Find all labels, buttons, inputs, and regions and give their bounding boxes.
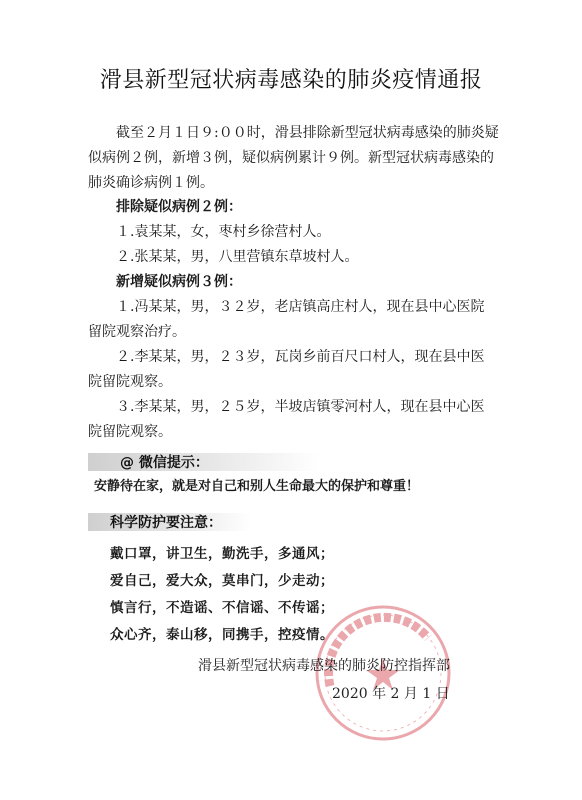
excluded-item-1: １.袁某某，女，枣村乡徐营村人。 — [116, 224, 331, 240]
signature-org: 滑县新型冠状病毒感染的肺炎防控指挥部 — [198, 658, 450, 674]
wechat-tip-label: @ 微信提示： — [120, 455, 209, 471]
excluded-item-2: ２.张某某，男，八里营镇东草坡村人。 — [116, 249, 359, 265]
intro-paragraph: 截至２月１日９:００时，滑县排除新型冠状病毒感染的肺炎疑似病例２例，新增３例，疑似病例累计９例。新型冠状病毒感染的肺炎确诊病例１例。 — [88, 125, 499, 191]
science-line-3: 慎言行，不造谣、不信谣、不传谣； — [110, 600, 334, 616]
signature-date: 2020 年 2 月 1 日 — [332, 686, 450, 702]
new-cases-heading: 新增疑似病例３例： — [116, 274, 242, 290]
science-label: 科学防护要注意： — [110, 515, 222, 531]
wechat-tip-text: 安静待在家，就是对自己和别人生命最大的保护和尊重！ — [94, 479, 420, 494]
science-line-4: 众心齐，泰山移，同携手，控疫情。 — [110, 627, 334, 643]
new-case-item-3: ３.李某某，男，２５岁，半坡店镇零河村人，现在县中心医院留院观察。 — [88, 399, 485, 440]
excluded-heading: 排除疑似病例２例： — [116, 199, 242, 215]
science-line-2: 爱自己，爱大众，莫串门，少走动； — [110, 573, 334, 589]
new-case-item-2: ２.李某某，男，２３岁，瓦岗乡前百尺口村人，现在县中医院留院观察。 — [88, 349, 485, 390]
new-case-item-1: １.冯某某，男，３２岁，老店镇高庄村人，现在县中心医院留院观察治疗。 — [88, 299, 485, 340]
science-line-1: 戴口罩，讲卫生，勤洗手，多通风； — [110, 546, 334, 562]
notice-title: 滑县新型冠状病毒感染的肺炎疫情通报 — [99, 68, 483, 93]
